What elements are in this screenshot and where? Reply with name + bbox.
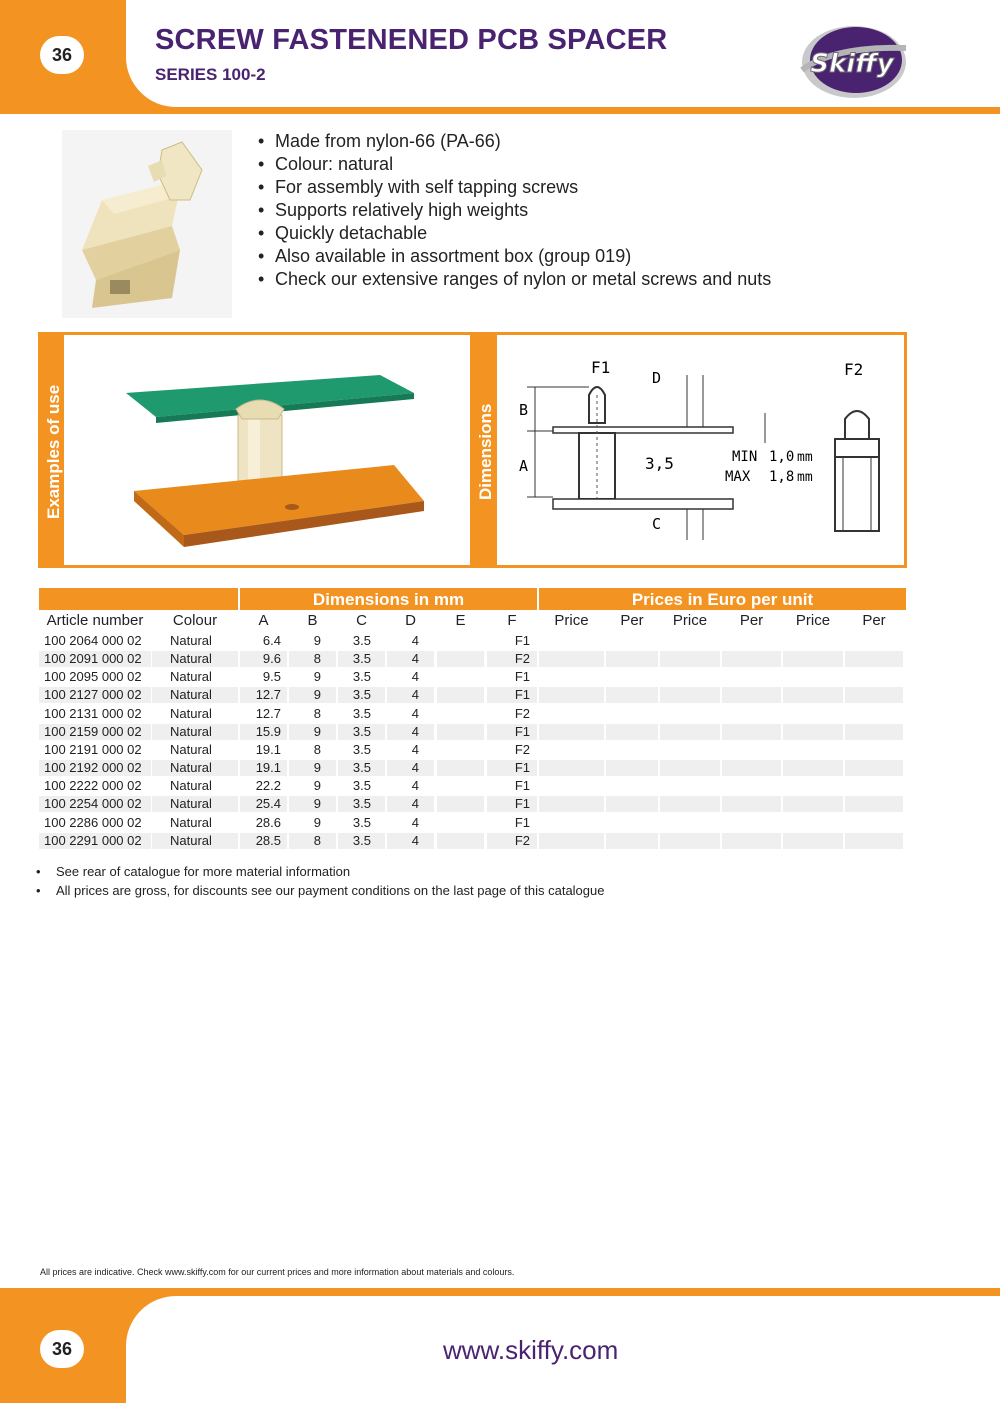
cell-d: 4 <box>411 760 419 776</box>
cell-colour: Natural <box>170 741 212 757</box>
drawing-min-value: 1,0 <box>769 449 795 465</box>
cell-d: 4 <box>411 723 419 739</box>
drawing-f2: F2 <box>844 360 864 379</box>
cell-c: 3.5 <box>352 723 371 739</box>
cell-b: 9 <box>313 669 321 685</box>
table-row <box>39 759 906 777</box>
page-subtitle: SERIES 100-2 <box>155 65 266 84</box>
row-shade <box>660 833 720 849</box>
cell-e <box>437 814 469 832</box>
cell-article-number: 100 2291 000 02 <box>44 832 142 848</box>
row-shade <box>845 796 903 812</box>
cell-f: F1 <box>514 687 530 703</box>
examples-area <box>64 335 470 565</box>
column-header-colour: Colour <box>172 612 218 629</box>
table-row <box>39 668 906 686</box>
row-shade <box>539 760 604 776</box>
row-shade <box>606 687 658 703</box>
cell-e <box>437 759 469 777</box>
table-row <box>39 686 906 704</box>
table-row <box>39 777 906 795</box>
cell-colour: Natural <box>170 669 212 685</box>
row-shade <box>606 796 658 812</box>
row-shade <box>660 796 720 812</box>
row-shade <box>783 687 843 703</box>
row-shade <box>845 687 903 703</box>
drawing-diameter: 3,5 <box>645 454 674 473</box>
column-header-a: A <box>258 612 269 629</box>
cell-a: 9.6 <box>262 651 281 667</box>
cell-d: 4 <box>411 778 419 794</box>
cell-colour: Natural <box>170 705 212 721</box>
cell-b: 8 <box>313 705 321 721</box>
drawing-max: MAX <box>725 469 751 485</box>
row-shade <box>539 724 604 740</box>
cell-article-number: 100 2222 000 02 <box>44 778 142 794</box>
column-header-f: F <box>507 612 517 629</box>
cell-d: 4 <box>411 633 419 648</box>
cell-article-number: 100 2131 000 02 <box>44 705 142 721</box>
cell-a: 19.1 <box>255 760 281 776</box>
website-link[interactable]: www.skiffy.com <box>443 1335 619 1365</box>
cell-d: 4 <box>411 687 419 703</box>
feature-item: • Quickly detachable <box>258 222 771 245</box>
cell-a: 28.6 <box>255 814 281 830</box>
cell-b: 9 <box>313 778 321 794</box>
feature-item: • For assembly with self tapping screws <box>258 176 771 199</box>
cell-c: 3.5 <box>352 669 371 685</box>
cell-d: 4 <box>411 796 419 812</box>
row-shade <box>606 651 658 667</box>
cell-a: 6.4 <box>262 633 281 648</box>
feature-item: • Check our extensive ranges of nylon or metal screws and nuts <box>258 268 771 291</box>
feature-list <box>258 130 771 291</box>
column-header-per-2: Per <box>739 612 764 629</box>
table-row <box>39 795 906 813</box>
cell-article-number: 100 2254 000 02 <box>44 796 142 812</box>
cell-b: 9 <box>313 796 321 812</box>
column-header-b: B <box>307 612 318 629</box>
cell-c: 3.5 <box>352 705 371 721</box>
cell-colour: Natural <box>170 778 212 794</box>
drawing-max-unit: mm <box>797 470 813 485</box>
row-shade <box>606 760 658 776</box>
column-header-price-1: Price <box>554 612 589 629</box>
cell-e <box>437 741 469 759</box>
cell-c: 3.5 <box>352 651 371 667</box>
cell-e <box>437 632 469 650</box>
row-shade <box>845 651 903 667</box>
illustration-panel <box>38 332 907 568</box>
cell-f: F2 <box>514 741 530 757</box>
row-shade <box>783 651 843 667</box>
cell-article-number: 100 2095 000 02 <box>44 669 142 685</box>
table-row <box>39 832 906 850</box>
row-shade <box>660 651 720 667</box>
row-shade <box>845 833 903 849</box>
row-shade <box>845 760 903 776</box>
table-row <box>39 741 906 759</box>
cell-colour: Natural <box>170 832 212 848</box>
cell-c: 3.5 <box>352 778 371 794</box>
row-shade <box>660 724 720 740</box>
cell-b: 9 <box>313 760 321 776</box>
cell-f: F1 <box>514 723 530 739</box>
cell-article-number: 100 2192 000 02 <box>44 760 142 776</box>
cell-a: 28.5 <box>255 832 281 848</box>
column-header-price-3: Price <box>795 612 831 629</box>
cell-b: 9 <box>313 633 321 648</box>
cell-colour: Natural <box>170 760 212 776</box>
cell-article-number: 100 2127 000 02 <box>44 687 142 703</box>
cell-article-number: 100 2191 000 02 <box>44 741 142 757</box>
row-shade <box>783 833 843 849</box>
cell-colour: Natural <box>170 723 212 739</box>
cell-f: F1 <box>514 778 530 794</box>
cell-f: F1 <box>514 669 530 685</box>
column-header-d: D <box>405 612 416 629</box>
cell-colour: Natural <box>170 814 212 830</box>
cell-d: 4 <box>411 741 419 757</box>
row-shade <box>539 796 604 812</box>
row-shade <box>660 760 720 776</box>
feature-item: • Supports relatively high weights <box>258 199 771 222</box>
drawing-min: MIN <box>732 449 758 465</box>
note-item: • All prices are gross, for discounts see our payment conditions on the last page of this catalogue <box>36 881 604 900</box>
drawing-dim-b: B <box>519 401 529 419</box>
drawing-dim-d: D <box>652 369 662 387</box>
cell-e <box>437 686 469 704</box>
cell-article-number: 100 2159 000 02 <box>44 723 142 739</box>
cell-colour: Natural <box>170 796 212 812</box>
cell-d: 4 <box>411 814 419 830</box>
cell-e <box>437 650 469 668</box>
feature-item: • Colour: natural <box>258 153 771 176</box>
cell-c: 3.5 <box>352 741 371 757</box>
cell-c: 3.5 <box>352 814 371 830</box>
row-shade <box>539 833 604 849</box>
column-header-price-2: Price <box>672 612 708 629</box>
logo-wordmark: Skiffy <box>810 49 894 79</box>
row-shade <box>722 760 781 776</box>
cell-d: 4 <box>411 669 419 685</box>
cell-a: 19.1 <box>255 741 281 757</box>
cell-a: 22.2 <box>255 778 281 794</box>
row-shade <box>722 796 781 812</box>
column-header-per-3: Per <box>862 612 886 629</box>
dimensions-label: Dimensions <box>476 403 495 500</box>
column-header-c: C <box>356 612 367 629</box>
table-row <box>39 632 906 650</box>
cell-c: 3.5 <box>352 832 371 848</box>
examples-of-use-label: Examples of use <box>44 384 63 519</box>
column-header-per-1: Per <box>620 612 644 629</box>
page-title: SCREW FASTENENED PCB SPACER <box>155 24 668 56</box>
column-header-article-number: Article number <box>46 612 144 629</box>
cell-d: 4 <box>411 832 419 848</box>
table-row <box>39 705 906 723</box>
cell-f: F2 <box>514 832 530 848</box>
cell-f: F1 <box>514 796 530 812</box>
cell-c: 3.5 <box>352 687 371 703</box>
note-item: • See rear of catalogue for more material information <box>36 862 604 881</box>
cell-e <box>437 705 469 723</box>
cell-b: 8 <box>313 651 321 667</box>
cell-article-number: 100 2286 000 02 <box>44 814 142 830</box>
page-number-badge: 36 <box>40 36 84 74</box>
cell-b: 8 <box>313 741 321 757</box>
cell-a: 12.7 <box>255 687 281 703</box>
cell-f: F1 <box>514 814 530 830</box>
cell-b: 8 <box>313 832 321 848</box>
row-shade <box>660 687 720 703</box>
cell-a: 12.7 <box>255 705 281 721</box>
row-shade <box>722 651 781 667</box>
cell-f: F2 <box>514 705 530 721</box>
cell-colour: Natural <box>170 651 212 667</box>
row-shade <box>606 833 658 849</box>
row-shade <box>783 760 843 776</box>
cell-e <box>437 795 469 813</box>
cell-b: 9 <box>313 687 321 703</box>
dimension-drawing <box>497 335 904 565</box>
row-shade <box>722 833 781 849</box>
dimensions-group-header: Dimensions in mm <box>240 588 537 610</box>
skiffy-logo <box>794 18 910 102</box>
cell-f: F2 <box>514 651 530 667</box>
feature-item: • Made from nylon-66 (PA-66) <box>258 130 771 153</box>
row-shade <box>722 687 781 703</box>
cell-article-number: 100 2064 000 02 <box>44 633 142 648</box>
feature-item: • Also available in assortment box (group 019) <box>258 245 771 268</box>
row-shade <box>783 796 843 812</box>
page-header <box>0 0 1000 114</box>
cell-f: F1 <box>514 760 530 776</box>
row-shade <box>783 724 843 740</box>
cell-e <box>437 668 469 686</box>
cell-a: 15.9 <box>255 723 281 739</box>
cell-e <box>437 832 469 850</box>
cell-c: 3.5 <box>352 760 371 776</box>
cell-e <box>437 777 469 795</box>
product-photo <box>62 130 232 318</box>
cell-f: F1 <box>514 633 530 648</box>
cell-colour: Natural <box>170 687 212 703</box>
article-group-header <box>39 588 238 610</box>
cell-a: 9.5 <box>262 669 281 685</box>
table-row <box>39 814 906 832</box>
row-shade <box>539 651 604 667</box>
table-row <box>39 723 906 741</box>
cell-c: 3.5 <box>352 633 371 648</box>
drawing-f1: F1 <box>591 358 611 377</box>
cell-b: 9 <box>313 723 321 739</box>
cell-c: 3.5 <box>352 796 371 812</box>
row-shade <box>539 687 604 703</box>
row-shade <box>722 724 781 740</box>
price-disclaimer: All prices are indicative. Check www.skiffy.com for our current prices and more information about materials and colours. <box>40 1267 515 1277</box>
notes-list <box>36 862 604 900</box>
column-header-e: E <box>455 612 466 629</box>
cell-d: 4 <box>411 705 419 721</box>
drawing-min-unit: mm <box>797 450 813 465</box>
cell-b: 9 <box>313 814 321 830</box>
cell-d: 4 <box>411 651 419 667</box>
cell-colour: Natural <box>170 633 212 648</box>
cell-a: 25.4 <box>255 796 281 812</box>
drawing-max-value: 1,8 <box>769 469 795 485</box>
row-shade <box>606 724 658 740</box>
cell-e <box>437 723 469 741</box>
row-shade <box>845 724 903 740</box>
example-illustration <box>64 335 470 565</box>
footer-page-number-badge: 36 <box>40 1330 84 1368</box>
dimensions-area <box>497 335 904 565</box>
drawing-dim-a: A <box>519 457 529 475</box>
table-row <box>39 650 906 668</box>
cell-article-number: 100 2091 000 02 <box>44 651 142 667</box>
prices-group-header: Prices in Euro per unit <box>539 588 906 610</box>
drawing-dim-c: C <box>652 515 662 533</box>
